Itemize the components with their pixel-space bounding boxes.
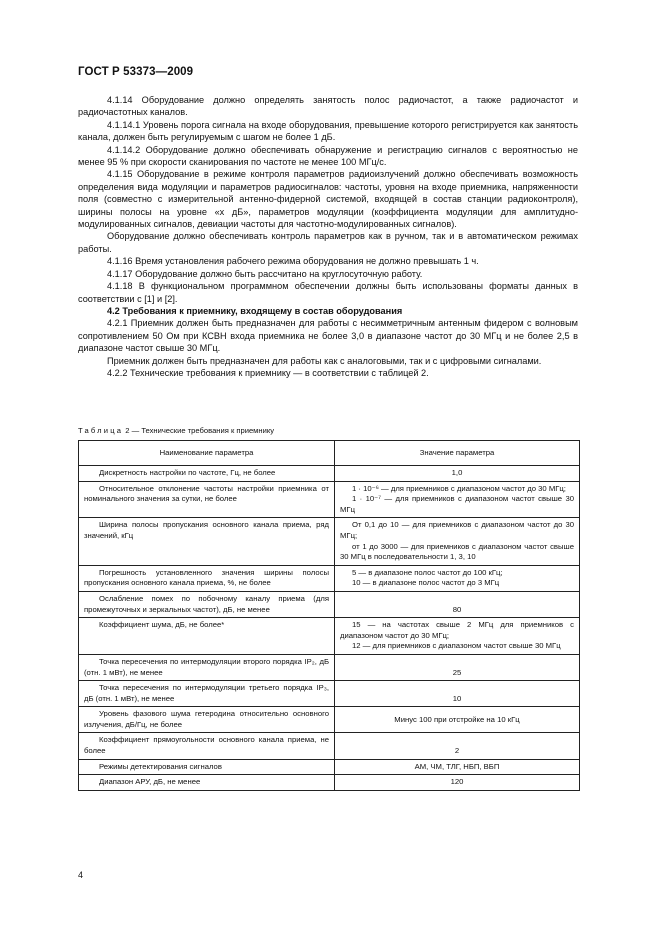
paragraph-4-1-18: 4.1.18 В функциональном программном обеспечении должны быть использованы форматы данных в соответствии с [1] и [2]. xyxy=(78,281,578,304)
table-row xyxy=(79,565,580,591)
table-caption xyxy=(78,426,274,435)
value-line: 1 · 10⁻⁶ — для приемников с диапазоном частот до 30 МГц; xyxy=(352,483,566,493)
table-row xyxy=(79,518,580,565)
row-value: 10 xyxy=(335,681,580,707)
row-value xyxy=(335,518,580,565)
row-value: 25 xyxy=(335,654,580,680)
paragraph-4-1-15: 4.1.15 Оборудование в режиме контроля параметров радиоизлучений должно обеспечивать возможность определения вида модуляции и параметров радиосигналов: частоты, уровня на входе приемника, напряженности поля (совместно с измерительной антенно-фидерной системой, входящей в состав станции радиоконтроля), ширины полосы на уровне «x дБ», параметров модуляции (коэффициента модуляции для амплитудно-модулированных сигналов, девиации частоты для частотно-модулированных сигналов). xyxy=(78,169,578,230)
paragraph-4-1-17: 4.1.17 Оборудование должно быть рассчитано на круглосуточную работу. xyxy=(107,268,423,279)
table-row xyxy=(79,481,580,518)
requirements-table xyxy=(78,440,580,791)
paragraph-4-2-1: 4.2.1 Приемник должен быть предназначен для работы с несимметричным антенным фидером с волновым сопротивлением 50 Ом при КСВН входа приемника не более 3,0 в диапазоне частот до 30 МГц и не более 2,5 в диапазоне частот свыше 30 МГц. xyxy=(78,318,578,354)
value-line: 10 — в диапазоне полос частот до 3 МГц xyxy=(352,578,500,588)
table-row xyxy=(79,466,580,482)
value-line: от 1 до 3000 — для приемников с диапазоном частот свыше 30 МГц в последовательности 1, 3, 10 xyxy=(340,541,574,562)
table-caption-label: Таблица xyxy=(78,426,124,435)
paragraph-4-1-14-2: 4.1.14.2 Оборудование должно обеспечивать обнаружение и регистрацию сигналов с вероятностью не менее 95 % при скорости сканирования по частоте не менее 100 МГц/с. xyxy=(78,144,578,168)
row-name: Относительное отклонение частоты настройки приемника от номинального значения за сутки, не более xyxy=(79,481,335,518)
table-row xyxy=(79,775,580,791)
table-row xyxy=(79,654,580,680)
row-value: 120 xyxy=(335,775,580,791)
value-line: 1 · 10⁻⁷ — для приемников с диапазоном частот свыше 30 МГц xyxy=(340,494,574,514)
table-row xyxy=(79,759,580,775)
table-header-row xyxy=(79,441,580,466)
table-row xyxy=(79,733,580,759)
body-text xyxy=(78,94,578,379)
row-name: Уровень фазового шума гетеродина относительно основного излучения, дБ/Гц, не более xyxy=(79,707,335,733)
header-parameter-value: Значение параметра xyxy=(335,441,580,466)
row-name: Ослабление помех по побочному каналу приема (для промежуточных и зеркальных частот), дБ, не менее xyxy=(79,591,335,617)
table-row xyxy=(79,707,580,733)
row-value xyxy=(335,618,580,655)
row-value: 80 xyxy=(335,591,580,617)
value-line: 5 — в диапазоне полос частот до 100 кГц; xyxy=(352,567,503,577)
row-value xyxy=(335,481,580,518)
header-parameter-name: Наименование параметра xyxy=(79,441,335,466)
table-caption-text: 2 — Технические требования к приемнику xyxy=(123,426,275,435)
table-row xyxy=(79,681,580,707)
row-name: Дискретность настройки по частоте, Гц, не более xyxy=(79,466,335,482)
row-name: Диапазон АРУ, дБ, не менее xyxy=(79,775,335,791)
table-row xyxy=(79,591,580,617)
row-name: Ширина полосы пропускания основного канала приема, ряд значений, кГц xyxy=(79,518,335,565)
row-name: Точка пересечения по интермодуляции третьего порядка IP₃, дБ (отн. 1 мВт), не менее xyxy=(79,681,335,707)
paragraph-4-1-14: 4.1.14 Оборудование должно определять занятость полос радиочастот, а также радиочастот и радиочастотных каналов. xyxy=(78,95,578,118)
table-row xyxy=(79,618,580,655)
paragraph-4-1-16: 4.1.16 Время установления рабочего режима оборудования не должно превышать 1 ч. xyxy=(107,256,479,267)
paragraph-manual-auto: Оборудование должно обеспечивать контроль параметров как в ручном, так и в автоматическом режимах работы. xyxy=(78,231,578,254)
row-value: АМ, ЧМ, ТЛГ, НБП, ВБП xyxy=(335,759,580,775)
row-value: 1,0 xyxy=(335,466,580,482)
row-name: Коэффициент шума, дБ, не более* xyxy=(79,618,335,655)
row-name: Погрешность установленного значения ширины полосы пропускания основного канала приема, %, не более xyxy=(79,565,335,591)
row-value: Минус 100 при отстройке на 10 кГц xyxy=(335,707,580,733)
row-value xyxy=(335,565,580,591)
row-value: 2 xyxy=(335,733,580,759)
paragraph-4-2-2: 4.2.2 Технические требования к приемнику — в соответствии с таблицей 2. xyxy=(107,367,429,378)
value-line: От 0,1 до 10 — для приемников с диапазоном частот до 30 МГц; xyxy=(340,520,574,540)
section-heading-4-2: 4.2 Требования к приемнику, входящему в состав оборудования xyxy=(107,305,403,316)
value-line: 12 — для приемников с диапазоном частот свыше 30 МГц xyxy=(352,641,561,651)
row-name: Режимы детектирования сигналов xyxy=(79,759,335,775)
page-number: 4 xyxy=(78,870,84,880)
row-name: Коэффициент прямоугольности основного канала приема, не более xyxy=(79,733,335,759)
value-line: 15 — на частотах свыше 2 МГц для приемников с диапазоном частот до 30 МГц; xyxy=(340,620,574,640)
paragraph-analog-digital: Приемник должен быть предназначен для работы как с аналоговыми, так и с цифровыми сигналами. xyxy=(107,355,542,366)
document-header: ГОСТ Р 53373—2009 xyxy=(78,66,194,78)
row-name: Точка пересечения по интермодуляции второго порядка IP₂, дБ (отн. 1 мВт), не менее xyxy=(79,654,335,680)
paragraph-4-1-14-1: 4.1.14.1 Уровень порога сигнала на входе оборудования, превышение которого регистрируется как занятость канала, должен быть регулируемым с шагом не более 1 дБ. xyxy=(78,119,578,143)
